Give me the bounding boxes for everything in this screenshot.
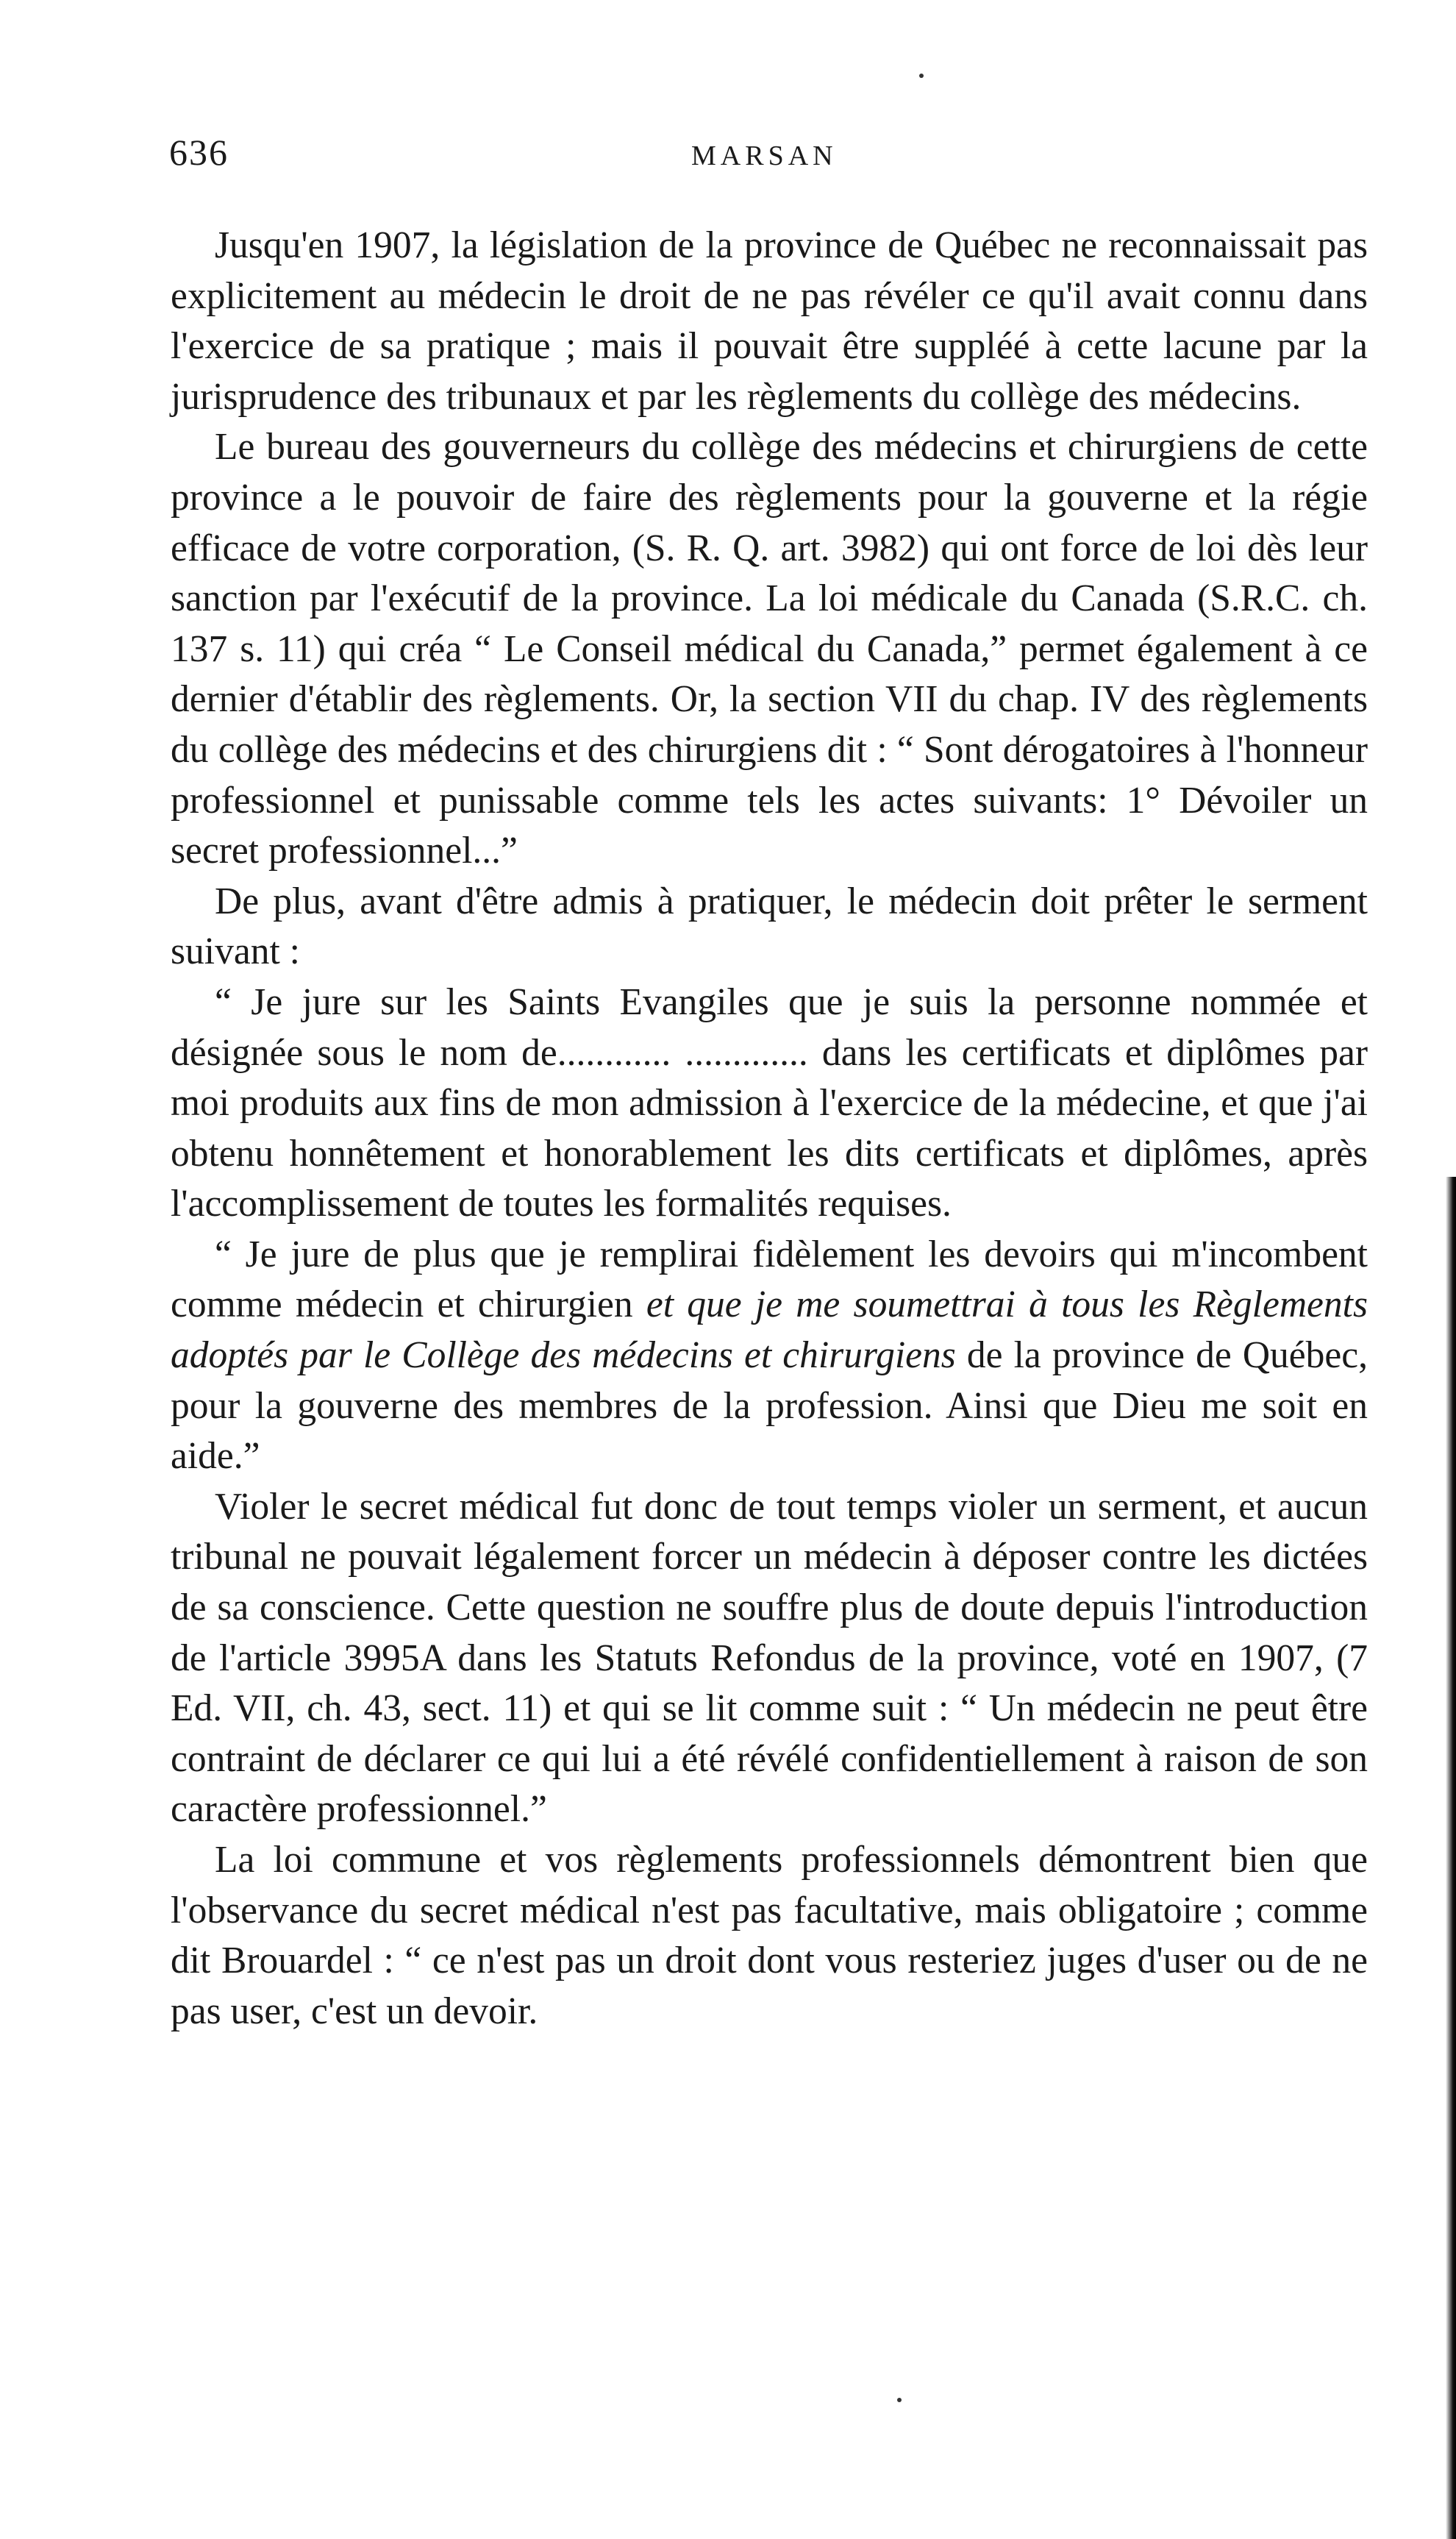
body-text (171, 221, 1368, 2037)
paragraph-4-oath: “ Je jure sur les Saints Evangiles que je suis la personne nommée et désignée sous le nom de............ ............. dans les certificats et diplômes par moi produits aux fins de mon admission à l'exercice de la médecine, et que j'ai obtenu honnêtement et honorablement les dits certificats et diplômes, après l'accomplissement de toutes les formalités requises. (171, 980, 1368, 1225)
page-number: 636 (169, 132, 229, 173)
paragraph-5-text-before: “ Je jure de plus que je remplirai fidèlement les devoirs qui m'incombent comme médecin et chirurgien (171, 1233, 1368, 1326)
page-edge-shadow (1446, 1177, 1456, 2539)
paragraph-3: De plus, avant d'être admis à pratiquer, le médecin doit prêter le serment suivant : (171, 880, 1368, 973)
paragraph-7: La loi commune et vos règlements professionnels démontrent bien que l'observance du secret médical n'est pas facultative, mais obligatoire ; comme dit Brouardel : “ ce n'est pas un droit dont vous resteriez juges d'user ou de ne pas user, c'est un devoir. (171, 1839, 1368, 2032)
paragraph-1: Jusqu'en 1907, la législation de la province de Québec ne reconnaissait pas explicitement au médecin le droit de ne pas révéler ce qu'il avait connu dans l'exercice de sa pratique ; mais il pouvait être suppléé à cette lacune par la jurisprudence des tribunaux et par les règlements du collège des médecins. (171, 224, 1368, 418)
scan-speck (919, 74, 924, 78)
paragraph-5-text-after: de la province de Québec, pour la gouverne des membres de la profession. Ainsi que Dieu me soit en aide.” (171, 1334, 1368, 1478)
scan-speck (897, 2398, 902, 2402)
running-title: MARSAN (691, 140, 838, 171)
paragraph-6: Violer le secret médical fut donc de tout temps violer un serment, et aucun tribunal ne pouvait légalement forcer un médecin à déposer contre les dictées de sa conscience. Cette question ne souffre plus de doute depuis l'introduction de l'article 3995A dans les Statuts Refondus de la province, voté en 1907, (7 Ed. VII, ch. 43, sect. 11) et qui se lit comme suit : “ Un médecin ne peut être contraint de déclarer ce qui lui a été révélé confidentiellement à raison de son caractère professionnel.” (171, 1485, 1368, 1831)
paragraph-2: Le bureau des gouverneurs du collège des médecins et chirurgiens de cette province a le pouvoir de faire des règlements pour la gouverne et la régie efficace de votre corporation, (S. R. Q. art. 3982) qui ont force de loi dès leur sanction par l'exécutif de la province. La loi médicale du Canada (S.R.C. ch. 137 s. 11) qui créa “ Le Conseil médical du Canada,” permet également à ce dernier d'établir des règlements. Or, la section VII du chap. IV des règlements du collège des médecins et des chirurgiens dit : “ Sont dérogatoires à l'honneur professionnel et punissable comme tels les actes suivants: 1° Dévoiler un secret professionnel...” (171, 426, 1368, 872)
paragraph-5-oath (171, 1230, 1368, 1482)
paragraph-5-italic: et que je me soumettrai à tous les Règlements adoptés par le Collège des médecins et chirurgiens (171, 1283, 1368, 1377)
